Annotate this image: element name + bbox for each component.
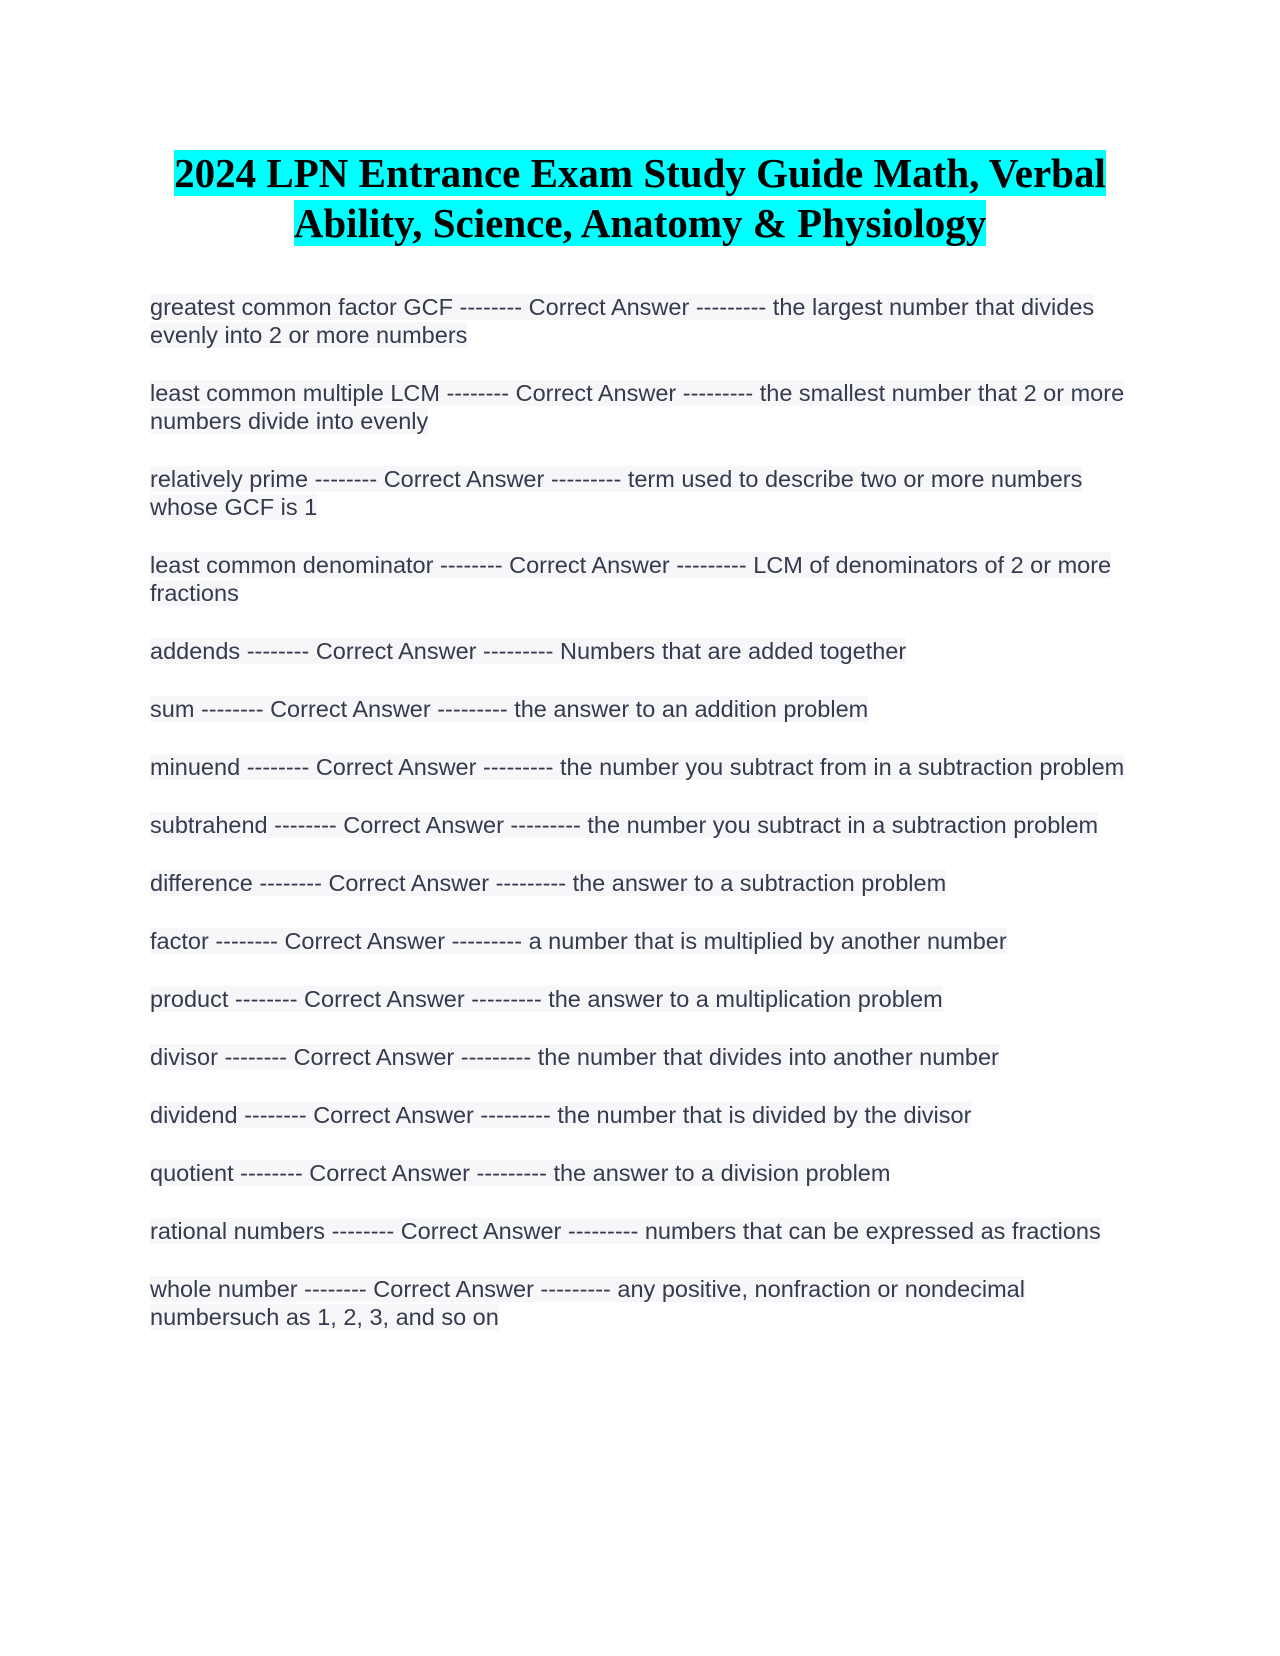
- list-item: [150, 811, 1140, 839]
- entry-separator: -------- Correct Answer ---------: [200, 696, 508, 722]
- list-item: [150, 1159, 1140, 1187]
- entry-separator: -------- Correct Answer ---------: [240, 1160, 547, 1186]
- list-item: [150, 1043, 1140, 1071]
- entry-separator: -------- Correct Answer ---------: [224, 1044, 532, 1070]
- entry-term: rational numbers: [150, 1218, 326, 1244]
- entry-separator: -------- Correct Answer ---------: [439, 552, 747, 578]
- list-item: [150, 927, 1140, 955]
- list-item: [150, 869, 1140, 897]
- entry-term: divisor: [150, 1044, 218, 1070]
- entry-term: difference: [150, 870, 253, 896]
- entry-answer: the number that divides into another number: [537, 1044, 999, 1070]
- entry-answer: the answer to a division problem: [553, 1160, 891, 1186]
- entry-term: addends: [150, 638, 241, 664]
- entry-term: relatively prime: [150, 466, 309, 492]
- title-highlight: 2024 LPN Entrance Exam Study Guide Math, Verbal Ability, Science, Anatomy & Physiology: [174, 150, 1106, 246]
- entry-answer: the number that is divided by the divisor: [557, 1102, 972, 1128]
- entry-separator: -------- Correct Answer ---------: [459, 294, 767, 320]
- list-item: [150, 695, 1140, 723]
- entry-answer: the answer to a multiplication problem: [548, 986, 943, 1012]
- document-title: [140, 148, 1140, 248]
- flashcard-list: [150, 293, 1140, 1331]
- entry-answer: numbers that can be expressed as fractions: [644, 1218, 1101, 1244]
- list-item: [150, 637, 1140, 665]
- list-item: [150, 1217, 1140, 1245]
- entry-answer: the largest number that divides evenly into 2 or more numbers: [150, 294, 1095, 348]
- entry-answer: the number you subtract in a subtraction problem: [587, 812, 1099, 838]
- list-item: [150, 293, 1140, 349]
- entry-answer: any positive, nonfraction or nondecimal numbersuch as 1, 2, 3, and so on: [150, 1276, 1025, 1330]
- entry-answer: a number that is multiplied by another number: [528, 928, 1007, 954]
- list-item: [150, 551, 1140, 607]
- list-item: [150, 985, 1140, 1013]
- entry-answer: the smallest number that 2 or more numbers divide into evenly: [150, 380, 1125, 434]
- entry-separator: -------- Correct Answer ---------: [246, 638, 554, 664]
- list-item: [150, 1101, 1140, 1129]
- entry-separator: -------- Correct Answer ---------: [304, 1276, 611, 1302]
- entry-term: subtrahend: [150, 812, 268, 838]
- entry-term: dividend: [150, 1102, 238, 1128]
- entry-answer: the answer to an addition problem: [514, 696, 869, 722]
- entry-separator: -------- Correct Answer ---------: [274, 812, 581, 838]
- entry-separator: -------- Correct Answer ---------: [244, 1102, 551, 1128]
- entry-answer: Numbers that are added together: [559, 638, 907, 664]
- entry-separator: -------- Correct Answer ---------: [331, 1218, 639, 1244]
- entry-term: whole number: [150, 1276, 298, 1302]
- entry-term: least common multiple LCM: [150, 380, 440, 406]
- entry-term: factor: [150, 928, 209, 954]
- list-item: [150, 465, 1140, 521]
- list-item: [150, 379, 1140, 435]
- entry-answer: LCM of denominators of 2 or more fractions: [150, 552, 1112, 606]
- entry-separator: -------- Correct Answer ---------: [314, 466, 622, 492]
- list-item: [150, 753, 1140, 781]
- entry-separator: -------- Correct Answer ---------: [259, 870, 567, 896]
- entry-answer: term used to describe two or more numbers whose GCF is 1: [150, 466, 1083, 520]
- entry-term: least common denominator: [150, 552, 434, 578]
- entry-term: minuend: [150, 754, 241, 780]
- entry-separator: -------- Correct Answer ---------: [446, 380, 754, 406]
- entry-answer: the answer to a subtraction problem: [572, 870, 947, 896]
- entry-term: quotient: [150, 1160, 234, 1186]
- entry-separator: -------- Correct Answer ---------: [246, 754, 554, 780]
- entry-separator: -------- Correct Answer ---------: [215, 928, 523, 954]
- entry-answer: the number you subtract from in a subtraction problem: [559, 754, 1125, 780]
- entry-separator: -------- Correct Answer ---------: [234, 986, 542, 1012]
- entry-term: product: [150, 986, 229, 1012]
- entry-term: sum: [150, 696, 195, 722]
- list-item: [150, 1275, 1140, 1331]
- entry-term: greatest common factor GCF: [150, 294, 453, 320]
